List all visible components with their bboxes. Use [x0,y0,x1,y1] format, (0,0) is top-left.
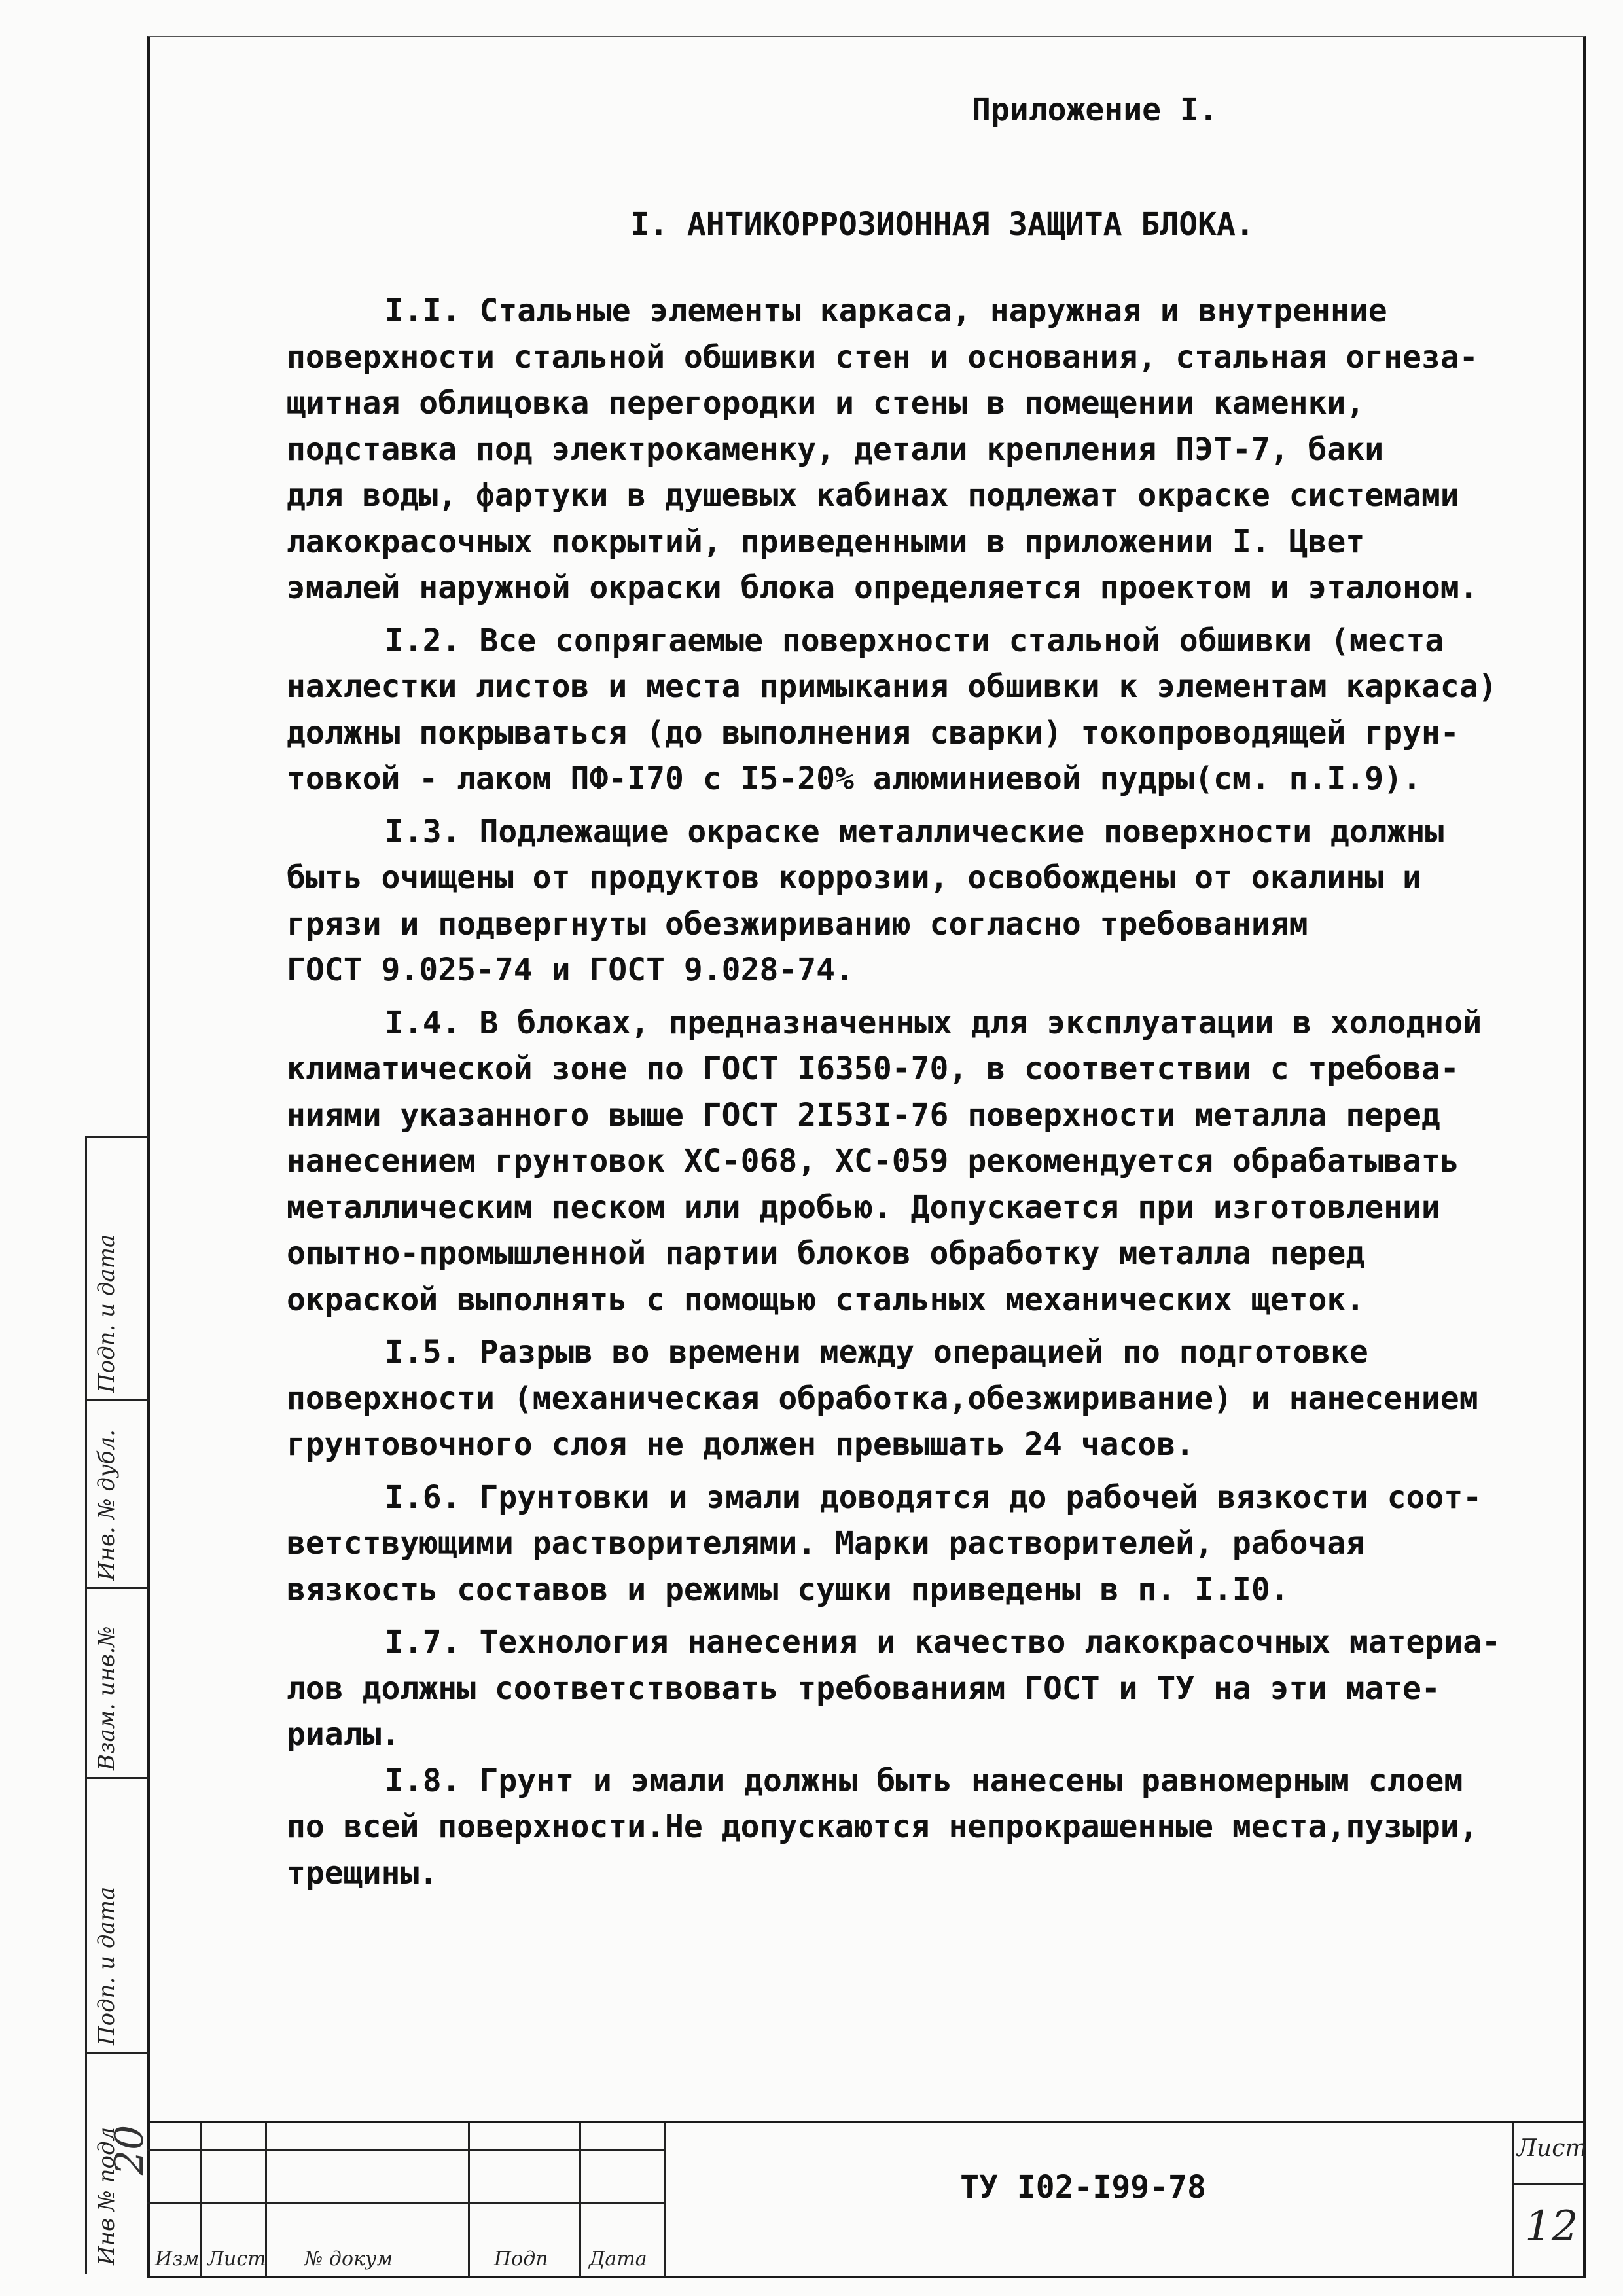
text-line: грунтовочного слоя не должен превышать 24 часов. [287,1426,1195,1463]
stamp-cell-dup-inv [87,1397,149,1589]
title-block-row-line [147,2202,664,2204]
col-label-sheet: Лист [207,2248,266,2270]
text-line: I.2. Все сопрягаемые поверхности стальной обшивки (места [385,622,1444,659]
text-line: риалы. [287,1716,401,1753]
text-line: металлическим песком или дробью. Допускается при изготовлении [287,1189,1440,1226]
col-label-doc-number: № докум [304,2248,393,2270]
text-line: опытно-промышленной партии блоков обработку металла перед [287,1235,1365,1272]
stamp-label: Подп. и дата [94,1886,120,2045]
text-line: I.5. Разрыв во времени между операцией по подготовке [385,1334,1368,1371]
text-line: товкой - лаком ПФ-I70 с I5-20% алюминиевой пудры(см. п.I.9). [287,761,1421,797]
title-block [147,2121,1583,2277]
sheet-number: 12 [1525,2202,1578,2251]
paragraph-1-4 [287,1000,1569,1323]
paragraph-1-3 [287,809,1569,994]
margin-stamp [85,1136,149,2274]
title-block-col-line [664,2123,666,2277]
section-heading: I. АНТИКОРРОЗИОННАЯ ЗАЩИТА БЛОКА. [630,206,1255,243]
text-line: I.I. Стальные элементы каркаса, наружная и внутренние [385,293,1387,329]
text-line: эмалей наружной окраски блока определяется проектом и эталоном. [287,569,1478,606]
paragraph-1-5 [287,1329,1569,1468]
document-body [287,288,1569,1896]
text-line: окраской выполнять с помощью стальных механических щеток. [287,1281,1365,1318]
sheet-label: Лист [1517,2135,1588,2162]
sheet-cell-divider [1512,2183,1583,2185]
text-line: поверхности стальной обшивки стен и основания, стальная огнеза- [287,338,1478,376]
text-line: быть очищены от продуктов коррозии, освобождены от окалины и [287,859,1421,896]
text-line: грязи и подвергнуты обезжириванию согласно требованиям [287,905,1308,942]
document-code: ТУ I02-I99-78 [960,2169,1206,2206]
paragraph-1-1 [287,288,1569,611]
paragraph-1-6 [287,1475,1569,1613]
title-block-col-line [579,2123,581,2277]
appendix-label: Приложение I. [972,92,1218,128]
text-line: ветствующими растворителями. Марки растворителей, рабочая [287,1525,1365,1562]
text-line: I.6. Грунтовки и эмали доводятся до рабочей вязкости соот- [385,1479,1482,1516]
title-block-col-line [200,2123,202,2277]
paragraph-1-8 [287,1758,1569,1897]
stamp-cell-replace-inv [87,1587,149,1779]
title-block-col-line [468,2123,470,2277]
text-line: нанесением грунтовок ХС-068, ХС-059 рекомендуется обрабатывать [287,1143,1459,1179]
text-line: климатической зоне по ГОСТ I6350-70, в соответствии с требова- [287,1050,1459,1087]
text-line: лов должны соответствовать требованиям ГОСТ и ТУ на эти мате- [287,1670,1440,1707]
stamp-label: Взам. инв.№ [94,1626,120,1770]
text-line: ниями указанного выше ГОСТ 2I53I-76 поверхности металла перед [287,1096,1440,1134]
text-line: I.3. Подлежащие окраске металлические поверхности должны [385,813,1444,850]
text-line: должны покрываться (до выполнения сварки) токопроводящей грун- [287,714,1459,751]
handwritten-inventory-number: 20 [107,2125,153,2176]
text-line: поверхности (механическая обработка,обезжиривание) и нанесением [287,1380,1478,1417]
col-label-change: Изм [155,2248,200,2270]
text-line: вязкость составов и режимы сушки приведены в п. I.I0. [287,1571,1289,1608]
text-line: трещины. [287,1854,438,1892]
col-label-signature: Подп [494,2248,548,2270]
text-line: подставка под электрокаменку, детали крепления ПЭТ-7, баки [287,431,1384,468]
text-line: щитная облицовка перегородки и стены в помещении каменки, [287,385,1365,422]
paragraph-1-2 [287,618,1569,802]
stamp-label: Инв. № дубл. [94,1429,120,1581]
text-line: нахлестки листов и места примыкания обшивки к элементам каркаса) [287,668,1497,705]
text-line: для воды, фартуки в душевых кабинах подлежат окраске системами [287,477,1459,514]
text-line: I.7. Технология нанесения и качество лакокрасочных материа- [385,1624,1501,1660]
stamp-cell-sign-date [87,1136,149,1401]
paragraph-1-7 [287,1619,1569,1758]
text-line: по всей поверхности.Не допускаются непрокрашенные места,пузыри, [287,1808,1478,1845]
text-line: I.8. Грунт и эмали должны быть нанесены равномерным слоем [385,1762,1463,1799]
stamp-label: Подп. и дата [94,1234,120,1393]
title-block-col-line [1512,2123,1514,2277]
title-block-row-line [147,2149,664,2151]
text-line: I.4. В блоках, предназначенных для эксплуатации в холодной [385,1004,1482,1041]
text-line: ГОСТ 9.025-74 и ГОСТ 9.028-74. [287,952,854,988]
col-label-date: Дата [589,2248,647,2270]
text-line: лакокрасочных покрытий, приведенными в приложении I. Цвет [287,523,1365,560]
stamp-cell-sign-date-2 [87,1777,149,2054]
stamp-label: Инв № подл [94,2126,120,2265]
